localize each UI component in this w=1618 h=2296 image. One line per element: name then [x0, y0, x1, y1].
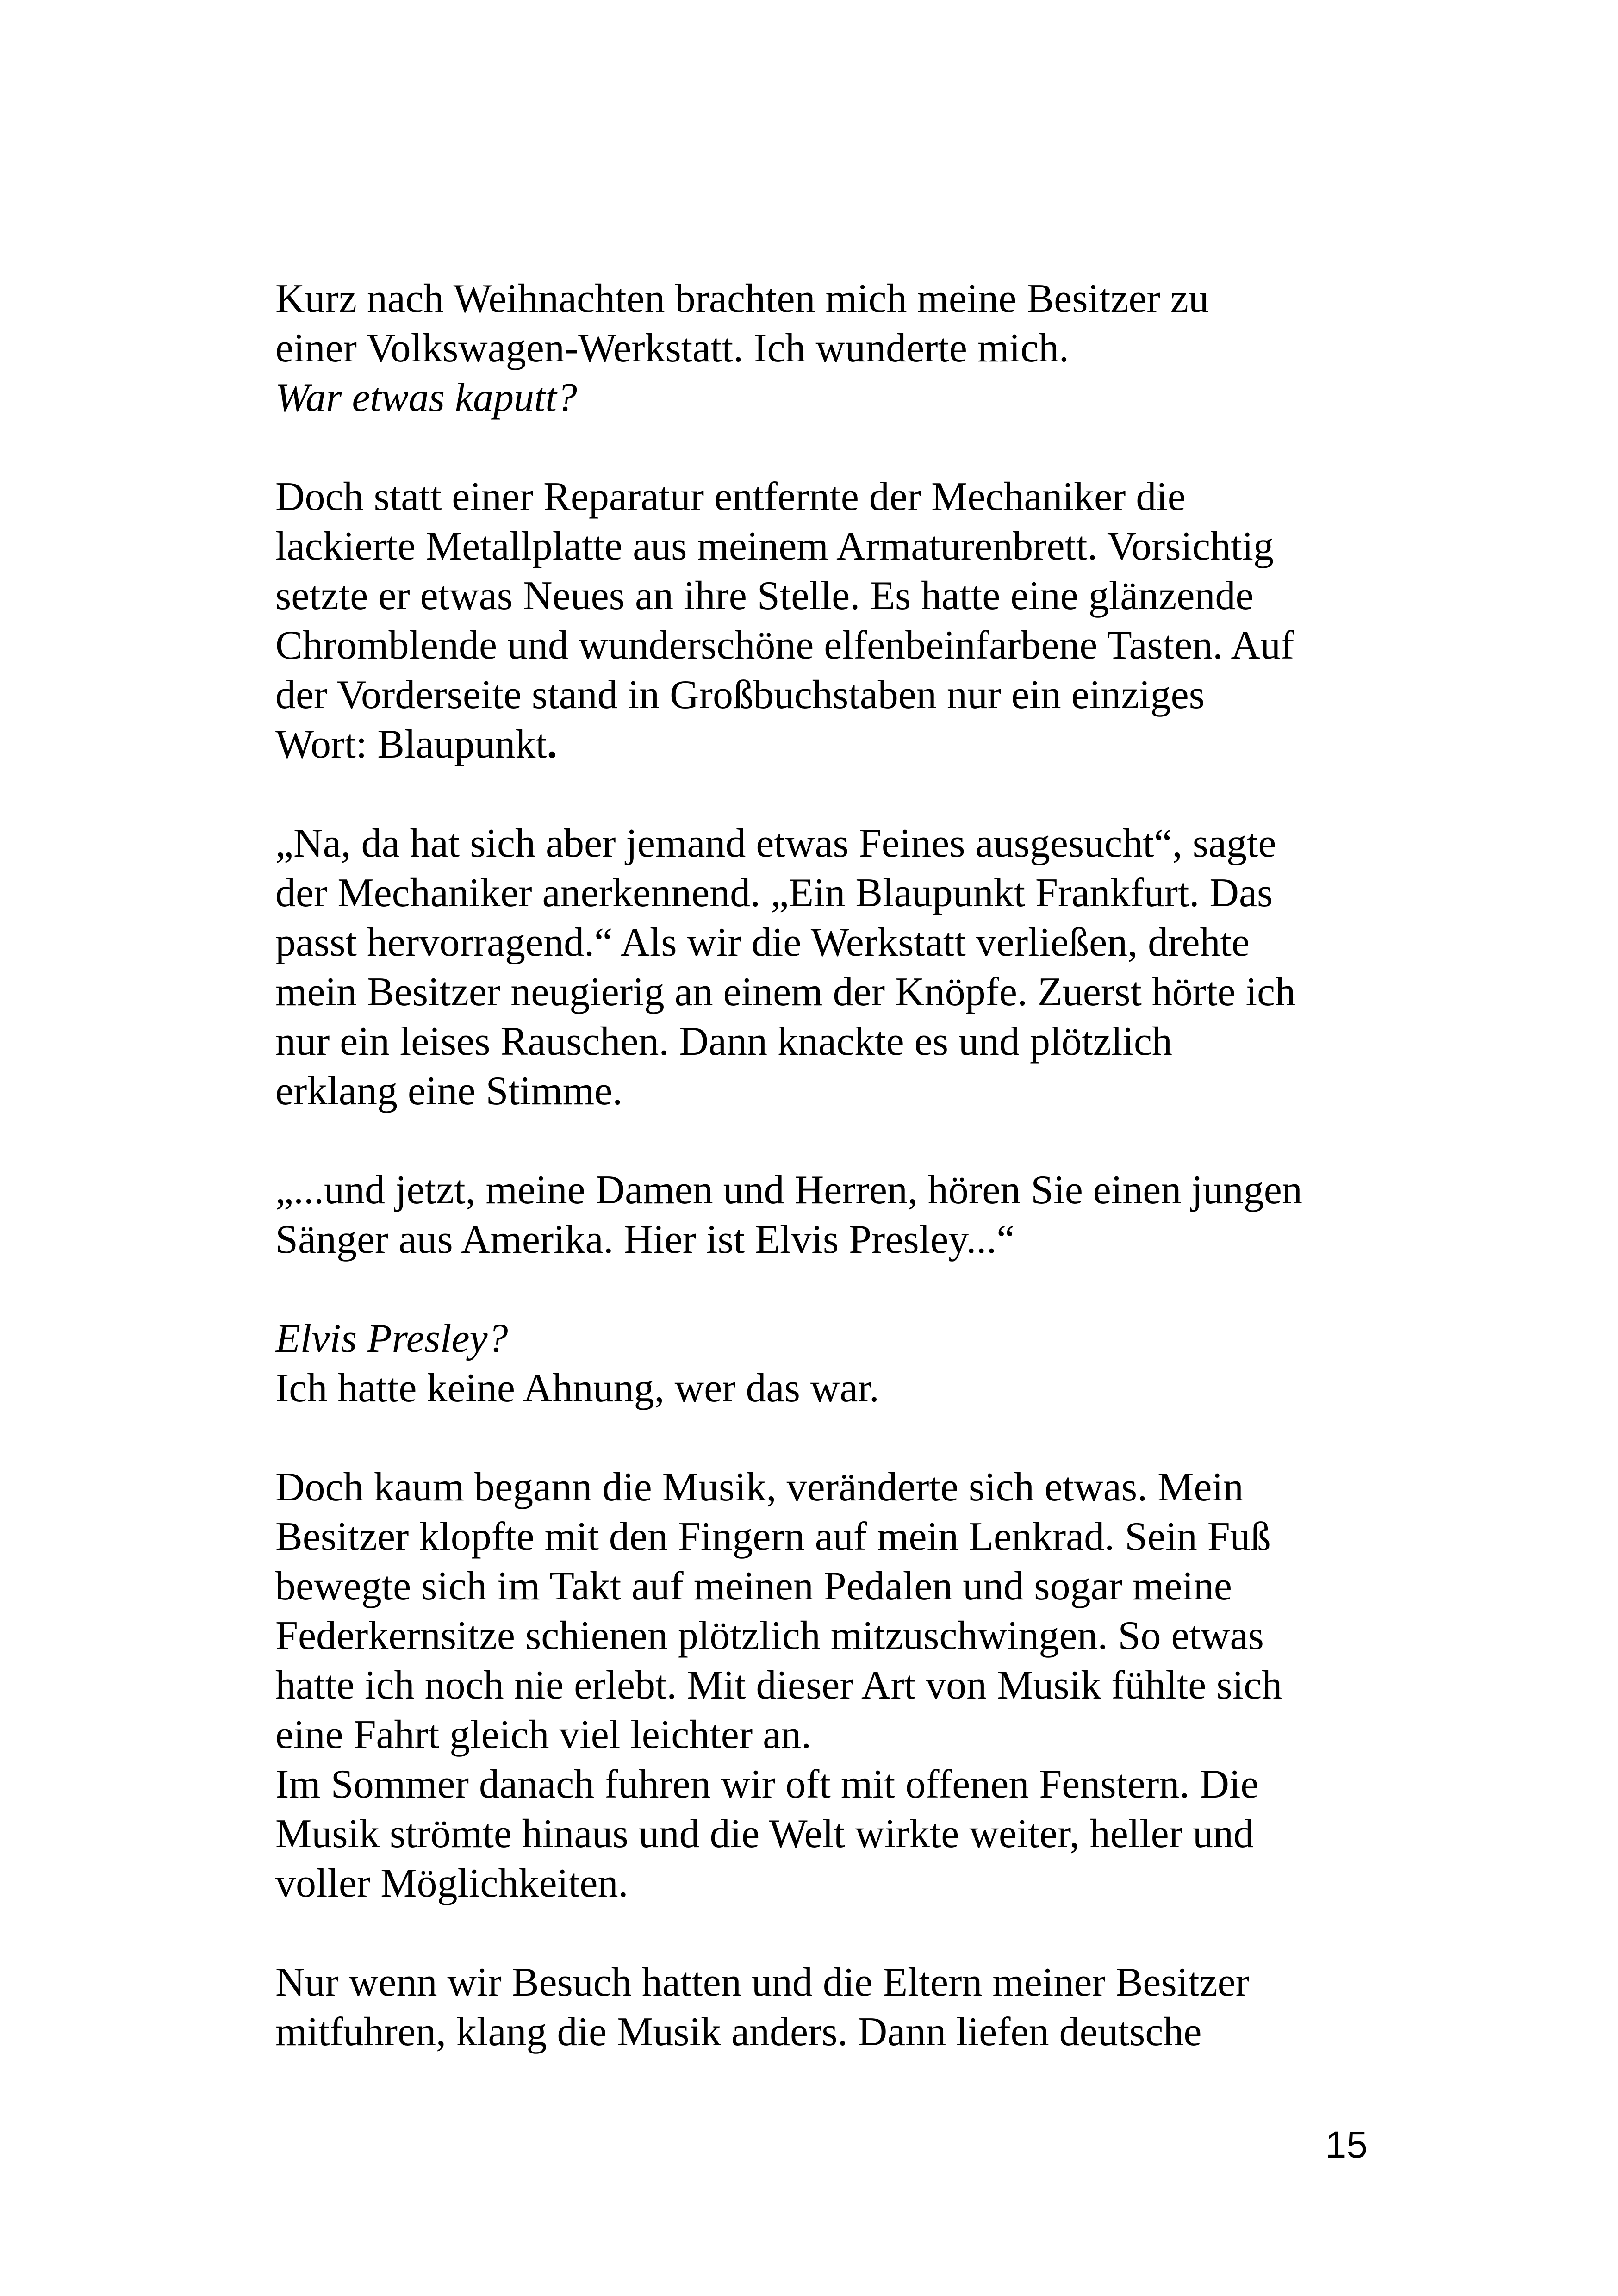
paragraph-4 — [275, 1165, 1395, 1264]
paragraph-line: hatte ich noch nie erlebt. Mit dieser Art von Musik fühlte sich — [275, 1663, 1282, 1708]
paragraph-line: Kurz nach Weihnachten brachten mich meine Besitzer zu — [275, 276, 1209, 321]
paragraph-line: „Na, da hat sich aber jemand etwas Feines ausgesucht“, sagte — [275, 821, 1276, 866]
blaupunkt-word-line: Wort: Blaupunkt — [275, 722, 547, 767]
paragraph-line: Besitzer klopfte mit den Fingern auf mein Lenkrad. Sein Fuß — [275, 1514, 1271, 1559]
italic-question: Elvis Presley? — [275, 1316, 508, 1361]
paragraph-line: mein Besitzer neugierig an einem der Knöpfe. Zuerst hörte ich — [275, 970, 1296, 1014]
paragraph-line: „...und jetzt, meine Damen und Herren, hören Sie einen jungen — [275, 1168, 1302, 1213]
document-page-content — [275, 274, 1395, 2106]
paragraph-line: nur ein leises Rauschen. Dann knackte es und plötzlich — [275, 1019, 1172, 1064]
paragraph-line-with-bold-period — [275, 720, 1395, 769]
paragraph-line: setzte er etwas Neues an ihre Stelle. Es hatte eine glänzende — [275, 573, 1254, 618]
paragraph-line: Doch kaum begann die Musik, veränderte sich etwas. Mein — [275, 1465, 1244, 1510]
page-number: 15 — [1325, 2124, 1368, 2166]
paragraph-line: Ich hatte keine Ahnung, wer das war. — [275, 1366, 879, 1411]
paragraph-5 — [275, 1314, 1395, 1413]
paragraph-line: der Vorderseite stand in Großbuchstaben nur ein einziges — [275, 672, 1205, 717]
paragraph-line: der Mechaniker anerkennend. „Ein Blaupunkt Frankfurt. Das — [275, 871, 1273, 915]
italic-question: War etwas kaputt? — [275, 375, 577, 420]
paragraph-line: lackierte Metallplatte aus meinem Armaturenbrett. Vorsichtig — [275, 524, 1274, 569]
paragraph-line: passt hervorragend.“ Als wir die Werkstatt verließen, drehte — [275, 920, 1250, 965]
paragraph-line: Musik strömte hinaus und die Welt wirkte weiter, heller und — [275, 1811, 1254, 1856]
paragraph-6 — [275, 1462, 1395, 1908]
paragraph-line: Im Sommer danach fuhren wir oft mit offenen Fenstern. Die — [275, 1762, 1259, 1807]
paragraph-7 — [275, 1958, 1395, 2057]
bold-period: . — [547, 722, 557, 767]
paragraph-line: voller Möglichkeiten. — [275, 1861, 629, 1906]
paragraph-line: Doch statt einer Reparatur entfernte der Mechaniker die — [275, 474, 1186, 519]
paragraph-line: erklang eine Stimme. — [275, 1069, 623, 1114]
paragraph-line: Chromblende und wunderschöne elfenbeinfarbene Tasten. Auf — [275, 623, 1294, 668]
paragraph-line: Sänger aus Amerika. Hier ist Elvis Presley...“ — [275, 1217, 1015, 1262]
paragraph-line: mitfuhren, klang die Musik anders. Dann liefen deutsche — [275, 2010, 1202, 2054]
paragraph-line: Nur wenn wir Besuch hatten und die Eltern meiner Besitzer — [275, 1960, 1250, 2005]
paragraph-2 — [275, 472, 1395, 769]
paragraph-line: einer Volkswagen-Werkstatt. Ich wunderte mich. — [275, 326, 1069, 371]
paragraph-line: bewegte sich im Takt auf meinen Pedalen und sogar meine — [275, 1564, 1232, 1609]
paragraph-1 — [275, 274, 1395, 423]
paragraph-line: Federkernsitze schienen plötzlich mitzuschwingen. So etwas — [275, 1613, 1264, 1658]
paragraph-3 — [275, 819, 1395, 1116]
paragraph-line: eine Fahrt gleich viel leichter an. — [275, 1712, 812, 1757]
